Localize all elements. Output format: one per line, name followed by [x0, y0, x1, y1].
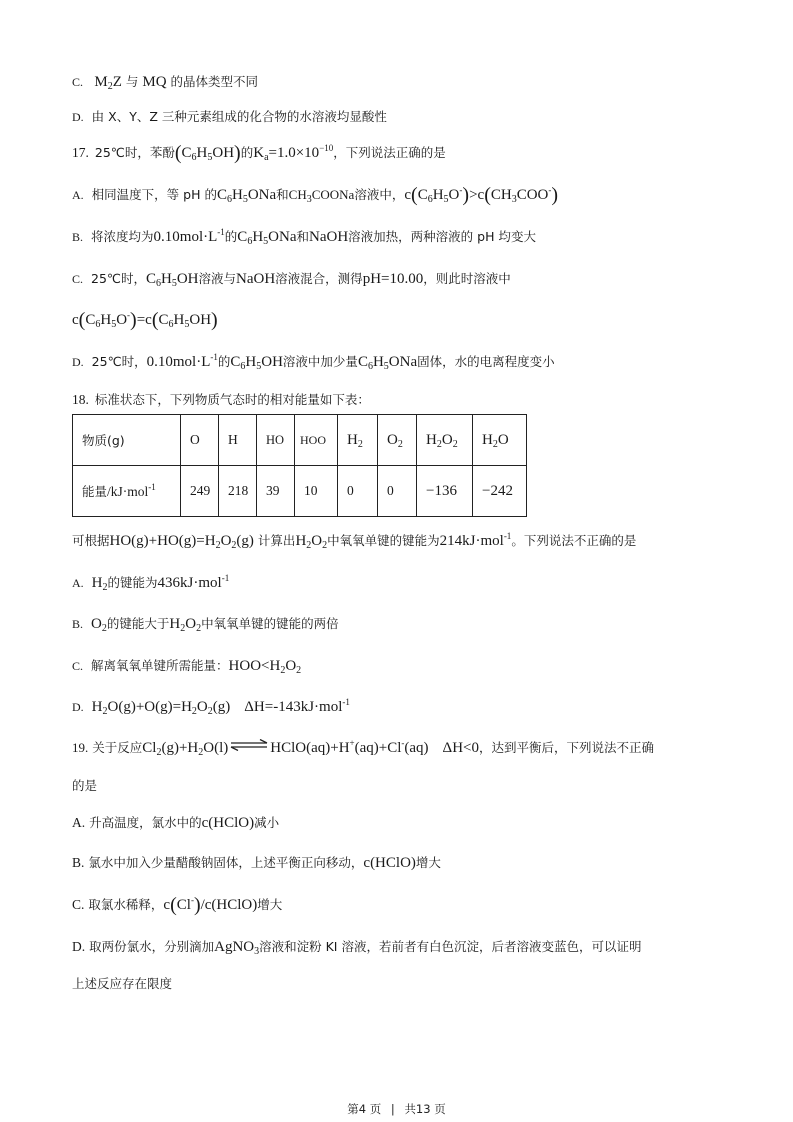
- q17-stem: 17. 25℃时，苯酚$(C_6H_5OH)$的$K_a=1.0\times 10^{-10}$，下列说法正确的是: [72, 142, 446, 164]
- q18-stem: 18. 标准状态下，下列物质气态时的相对能量如下表：: [72, 392, 370, 407]
- table-cell: HOO: [295, 415, 338, 466]
- table-cell: $H_2$: [338, 415, 378, 466]
- table-cell: 0: [338, 466, 378, 517]
- q18-note: 可根据$HO(g)+HO(g)=H_2O_2(g)$ 计算出$H_2O_2$中氧氧单键的键能为214kJ·mol$^{-1}$。下列说法不正确的是: [72, 531, 637, 551]
- q19-stem: 19. 关于反应$Cl_2(g)+H_2O(l)$ HClO(aq)+H+(aq)+Cl-(aq) ΔH<0，达到平衡后，下列说法不正确: [72, 738, 655, 758]
- table-cell: 218: [219, 466, 257, 517]
- table-cell: 10: [295, 466, 338, 517]
- q19-stem-line2: 的是: [72, 778, 98, 793]
- page-footer: 第4 页 | 共13 页: [347, 1102, 446, 1116]
- q16-option-c: C. $M_2Z$ 与 MQ 的晶体类型不同: [72, 74, 259, 92]
- q17-option-c: C. 25℃时，$C_6H_5OH$溶液与NaOH溶液混合，测得pH=10.00，则此时溶液中: [72, 271, 511, 289]
- q18-option-a: A. $H_2$的键能为436kJ·mol$^{-1}$: [72, 573, 230, 593]
- q19-option-a: A. 升高温度，氯水中的c(HClO)减小: [72, 815, 280, 831]
- q17-option-a: A. 相同温度下，等 pH 的$C_6H_5ONa$和$CH_3COONa$溶液中，$c(C_6H_5O^-)>c(CH_3COO^-)$: [72, 184, 559, 206]
- table-cell: H: [219, 415, 257, 466]
- q17-option-b: B. 将浓度均为$0.10mol\cdot L^{-1}$的$C_6H_5ONa$和NaOH溶液加热，两种溶液的 pH 均变大: [72, 227, 536, 247]
- table-cell: 39: [257, 466, 295, 517]
- table-cell: $O_2$: [378, 415, 417, 466]
- table-header-energy: 能量/kJ·mol$^{-1}$: [73, 466, 181, 517]
- q19-option-d-line2: 上述反应存在限度: [72, 976, 173, 991]
- table-row-energy: [73, 466, 527, 517]
- q16-option-d: D. 由 X、Y、Z 三种元素组成的化合物的水溶液均显酸性: [72, 109, 387, 124]
- table-cell: 249: [181, 466, 219, 517]
- q18-option-c: C. 解离氧氧单键所需能量：$HOO<H_2O_2$: [72, 658, 302, 676]
- table-cell: O: [181, 415, 219, 466]
- table-cell: −242: [473, 466, 527, 517]
- q19-option-c: C. 取氯水稀释，c(Cl-)/c(HClO)增大: [72, 894, 283, 916]
- table-header-species: 物质(g): [73, 415, 181, 466]
- q19-option-d: D. 取两份氯水，分别滴加AgNO$_3$溶液和淀粉 KI 溶液，若前者有白色沉淀，后者溶液变蓝色，可以证明: [72, 939, 642, 957]
- energy-table: [72, 414, 527, 517]
- table-cell: 0: [378, 466, 417, 517]
- table-cell: HO: [257, 415, 295, 466]
- compare-expr: $c(C_6H_5O^-)>c(CH_3COO^-)$: [404, 184, 559, 206]
- table-cell: $H_2O_2$: [417, 415, 473, 466]
- q18-option-b: B. $O_2$的键能大于$H_2O_2$中氧氧单键的键能的两倍: [72, 616, 339, 634]
- page-number: 第4 页: [347, 1102, 382, 1116]
- equilibrium-arrow-icon: [229, 739, 269, 751]
- q17-option-c-line2: $c(C_6H_5O^-)=c(C_6H_5OH)$: [72, 309, 218, 331]
- q17-option-d: D. 25℃时，$0.10mol\cdot L^{-1}$的$C_6H_5OH$溶液中加少量$C_6H_5ONa$固体，水的电离程度变小: [72, 352, 555, 372]
- table-cell: $H_2O$: [473, 415, 527, 466]
- table-cell: −136: [417, 466, 473, 517]
- formula-m2z: $M_2Z$: [94, 74, 122, 92]
- table-row-species: [73, 415, 527, 466]
- q18-option-d: D. $H_2O(g)+O(g)=H_2O_2(g)$ ΔH=-143kJ·mol$^{-1}$: [72, 697, 350, 717]
- page-total: 共13 页: [404, 1102, 446, 1116]
- q19-option-b: B. 氯水中加入少量醋酸钠固体，上述平衡正向移动，c(HClO)增大: [72, 855, 441, 871]
